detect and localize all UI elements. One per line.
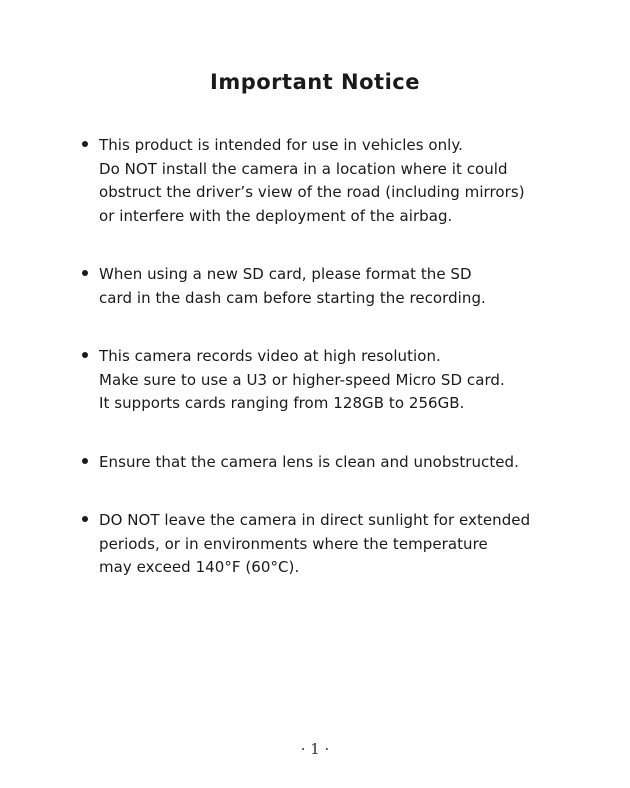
bullet-icon — [82, 458, 88, 464]
notice-item-vehicle-use — [80, 134, 580, 228]
notice-item-sd-card-spec — [80, 345, 580, 416]
bullet-icon — [82, 270, 88, 276]
notice-line: periods, or in environments where the temperature — [99, 534, 488, 553]
page-number: · 1 · — [300, 740, 330, 758]
bullet-icon — [82, 352, 88, 358]
notice-line: Do NOT install the camera in a location where it could — [99, 159, 508, 178]
notice-item-sd-format — [80, 263, 580, 310]
notice-line: Ensure that the camera lens is clean and unobstructed. — [99, 452, 519, 471]
page-title: Important Notice — [210, 70, 420, 94]
notice-line: DO NOT leave the camera in direct sunlight for extended — [99, 511, 531, 529]
notice-line: or interfere with the deployment of the airbag. — [99, 206, 453, 225]
notice-line: card in the dash cam before starting the recording. — [99, 288, 486, 307]
notice-line: When using a new SD card, please format the SD — [99, 265, 472, 283]
notice-line: This camera records video at high resolution. — [99, 347, 441, 365]
notice-line: Make sure to use a U3 or higher-speed Micro SD card. — [99, 370, 505, 389]
notice-line: This product is intended for use in vehicles only. — [99, 136, 463, 154]
notice-line: It supports cards ranging from 128GB to 256GB. — [99, 394, 465, 412]
notice-list — [80, 134, 580, 615]
bullet-icon — [82, 516, 88, 522]
bullet-icon — [82, 141, 88, 147]
notice-line: may exceed 140°F (60°C). — [99, 558, 300, 576]
notice-item-lens-clean — [80, 451, 580, 475]
notice-line: obstruct the driver’s view of the road (including mirrors) — [99, 183, 525, 201]
notice-item-sunlight-temperature — [80, 509, 580, 580]
